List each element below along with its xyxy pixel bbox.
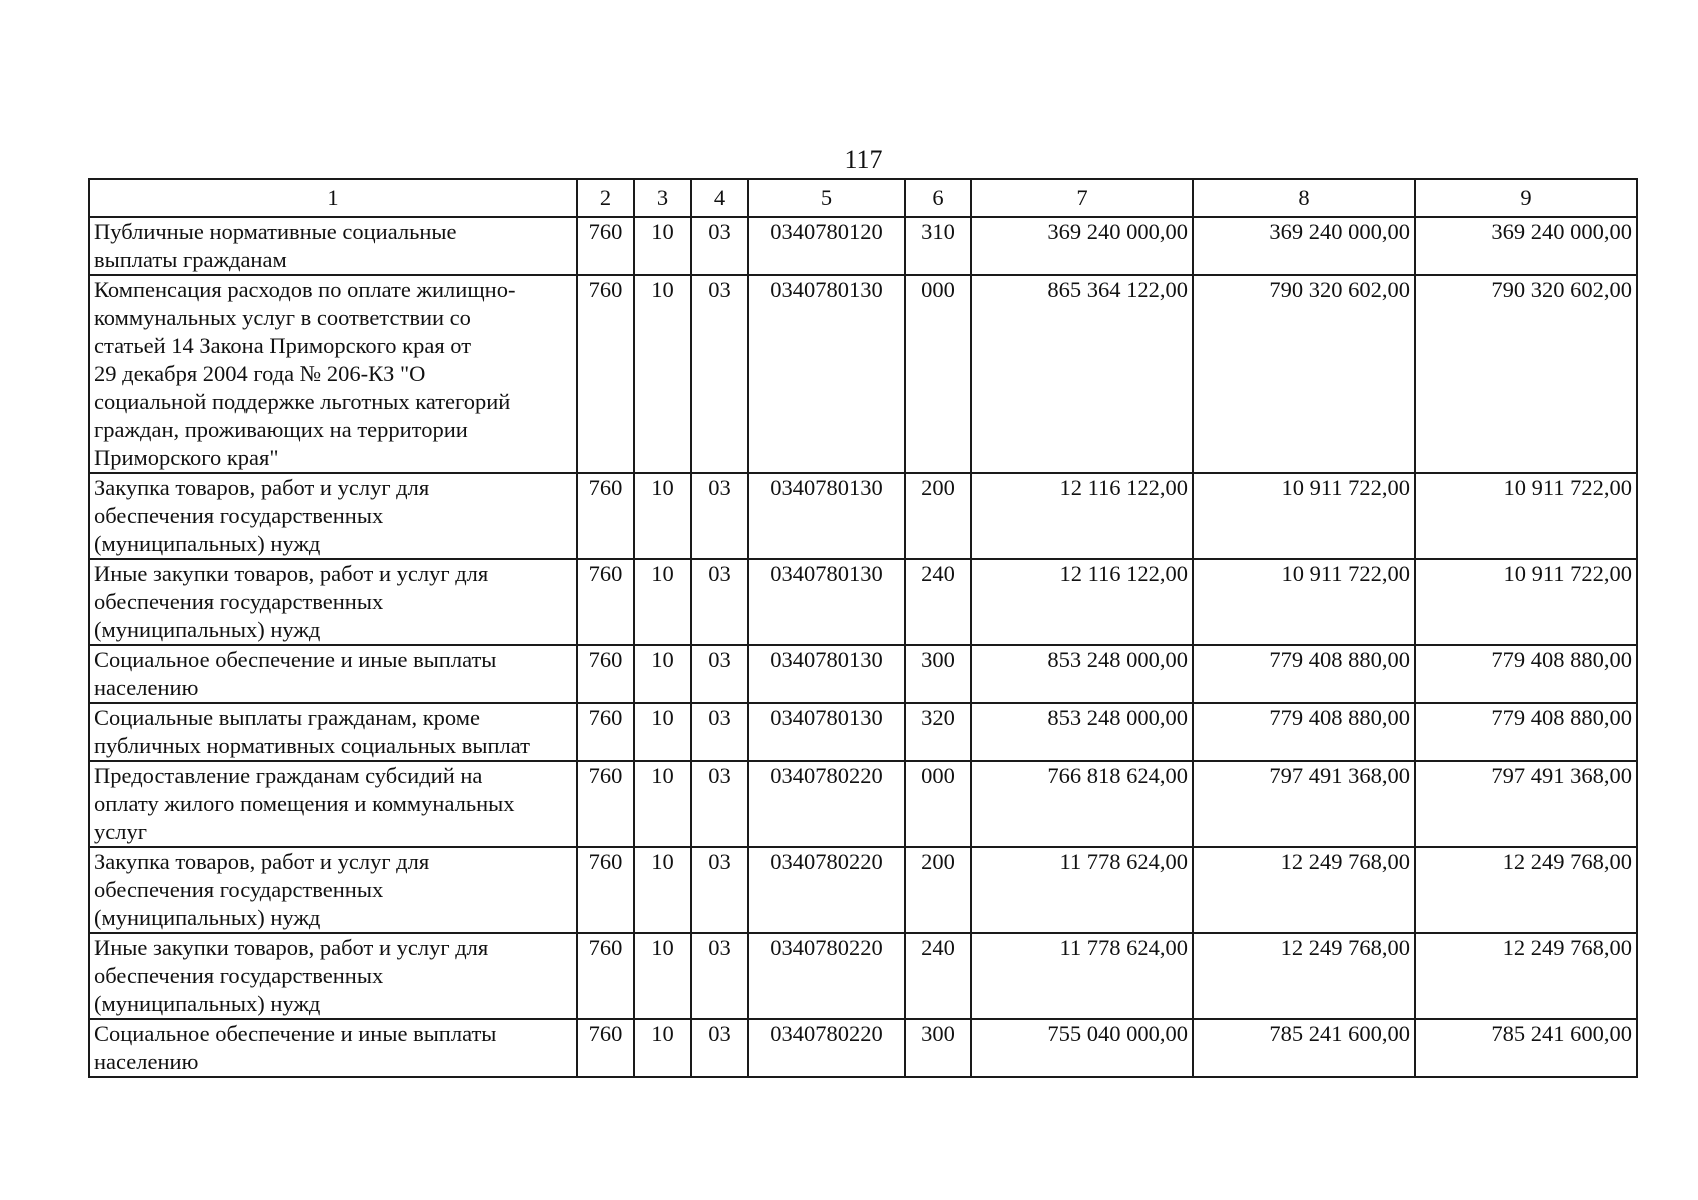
section-code: 10 (634, 473, 691, 559)
description-line: (муниципальных) нужд (94, 905, 321, 930)
subsection-code: 03 (691, 275, 748, 473)
amount-col-8: 10 911 722,00 (1193, 473, 1415, 559)
expense-type-code: 000 (905, 275, 971, 473)
table-row (89, 559, 1637, 645)
row-description (89, 933, 577, 1019)
column-header-4: 4 (691, 179, 748, 217)
target-item-code: 0340780130 (748, 473, 905, 559)
description-line: населению (94, 675, 199, 700)
row-description (89, 761, 577, 847)
table-row (89, 933, 1637, 1019)
description-line: Социальное обеспечение и иные выплаты (94, 647, 497, 672)
expense-type-code: 200 (905, 847, 971, 933)
amount-col-9: 10 911 722,00 (1415, 473, 1637, 559)
description-line: населению (94, 1049, 199, 1074)
description-line: Иные закупки товаров, работ и услуг для (94, 561, 489, 586)
amount-col-9: 797 491 368,00 (1415, 761, 1637, 847)
amount-col-7: 369 240 000,00 (971, 217, 1193, 275)
ministry-code: 760 (577, 645, 634, 703)
expense-type-code: 310 (905, 217, 971, 275)
description-line: Публичные нормативные социальные (94, 219, 457, 244)
description-line: (муниципальных) нужд (94, 991, 321, 1016)
expense-type-code: 320 (905, 703, 971, 761)
expense-type-code: 300 (905, 645, 971, 703)
amount-col-7: 12 116 122,00 (971, 559, 1193, 645)
amount-col-9: 12 249 768,00 (1415, 933, 1637, 1019)
table-row (89, 847, 1637, 933)
subsection-code: 03 (691, 217, 748, 275)
description-line: Закупка товаров, работ и услуг для (94, 849, 430, 874)
table-row (89, 645, 1637, 703)
amount-col-7: 755 040 000,00 (971, 1019, 1193, 1077)
description-line: социальной поддержке льготных категорий (94, 389, 511, 414)
section-code: 10 (634, 559, 691, 645)
column-header-7: 7 (971, 179, 1193, 217)
subsection-code: 03 (691, 559, 748, 645)
ministry-code: 760 (577, 933, 634, 1019)
section-code: 10 (634, 275, 691, 473)
amount-col-7: 12 116 122,00 (971, 473, 1193, 559)
amount-col-8: 779 408 880,00 (1193, 645, 1415, 703)
table-row (89, 703, 1637, 761)
ministry-code: 760 (577, 275, 634, 473)
amount-col-8: 790 320 602,00 (1193, 275, 1415, 473)
ministry-code: 760 (577, 1019, 634, 1077)
description-line: оплату жилого помещения и коммунальных (94, 791, 515, 816)
row-description (89, 1019, 577, 1077)
expense-type-code: 240 (905, 559, 971, 645)
row-description (89, 217, 577, 275)
ministry-code: 760 (577, 473, 634, 559)
table-row (89, 761, 1637, 847)
table-row (89, 217, 1637, 275)
row-description (89, 645, 577, 703)
description-line: обеспечения государственных (94, 503, 384, 528)
description-line: Предоставление гражданам субсидий на (94, 763, 483, 788)
column-header-1: 1 (89, 179, 577, 217)
amount-col-8: 785 241 600,00 (1193, 1019, 1415, 1077)
amount-col-7: 11 778 624,00 (971, 847, 1193, 933)
section-code: 10 (634, 217, 691, 275)
subsection-code: 03 (691, 933, 748, 1019)
budget-table (88, 178, 1638, 1078)
target-item-code: 0340780130 (748, 275, 905, 473)
column-header-6: 6 (905, 179, 971, 217)
amount-col-9: 790 320 602,00 (1415, 275, 1637, 473)
description-line: публичных нормативных социальных выплат (94, 733, 530, 758)
amount-col-8: 369 240 000,00 (1193, 217, 1415, 275)
table-header (89, 179, 1637, 217)
amount-col-7: 766 818 624,00 (971, 761, 1193, 847)
amount-col-8: 779 408 880,00 (1193, 703, 1415, 761)
description-line: (муниципальных) нужд (94, 617, 321, 642)
row-description (89, 559, 577, 645)
ministry-code: 760 (577, 217, 634, 275)
description-line: Социальное обеспечение и иные выплаты (94, 1021, 497, 1046)
target-item-code: 0340780220 (748, 1019, 905, 1077)
amount-col-9: 779 408 880,00 (1415, 703, 1637, 761)
target-item-code: 0340780120 (748, 217, 905, 275)
target-item-code: 0340780220 (748, 933, 905, 1019)
section-code: 10 (634, 645, 691, 703)
ministry-code: 760 (577, 847, 634, 933)
description-line: статьей 14 Закона Приморского края от (94, 333, 472, 358)
section-code: 10 (634, 847, 691, 933)
amount-col-7: 853 248 000,00 (971, 703, 1193, 761)
amount-col-9: 779 408 880,00 (1415, 645, 1637, 703)
expense-type-code: 000 (905, 761, 971, 847)
section-code: 10 (634, 703, 691, 761)
subsection-code: 03 (691, 761, 748, 847)
row-description (89, 473, 577, 559)
amount-col-9: 12 249 768,00 (1415, 847, 1637, 933)
description-line: (муниципальных) нужд (94, 531, 321, 556)
description-line: услуг (94, 819, 147, 844)
target-item-code: 0340780220 (748, 847, 905, 933)
description-line: 29 декабря 2004 года № 206-КЗ "О (94, 361, 426, 386)
description-line: Компенсация расходов по оплате жилищно- (94, 277, 516, 302)
amount-col-8: 12 249 768,00 (1193, 847, 1415, 933)
ministry-code: 760 (577, 761, 634, 847)
column-header-3: 3 (634, 179, 691, 217)
subsection-code: 03 (691, 473, 748, 559)
description-line: обеспечения государственных (94, 963, 384, 988)
target-item-code: 0340780130 (748, 559, 905, 645)
description-line: коммунальных услуг в соответствии со (94, 305, 471, 330)
table-row (89, 473, 1637, 559)
amount-col-8: 10 911 722,00 (1193, 559, 1415, 645)
amount-col-8: 12 249 768,00 (1193, 933, 1415, 1019)
column-header-9: 9 (1415, 179, 1637, 217)
amount-col-9: 10 911 722,00 (1415, 559, 1637, 645)
column-header-5: 5 (748, 179, 905, 217)
ministry-code: 760 (577, 703, 634, 761)
description-line: Приморского края" (94, 445, 279, 470)
subsection-code: 03 (691, 645, 748, 703)
description-line: Закупка товаров, работ и услуг для (94, 475, 430, 500)
amount-col-7: 853 248 000,00 (971, 645, 1193, 703)
table-body (89, 217, 1637, 1077)
amount-col-7: 865 364 122,00 (971, 275, 1193, 473)
row-description (89, 275, 577, 473)
description-line: обеспечения государственных (94, 589, 384, 614)
budget-table-container (88, 178, 1636, 1078)
target-item-code: 0340780130 (748, 645, 905, 703)
amount-col-9: 369 240 000,00 (1415, 217, 1637, 275)
amount-col-7: 11 778 624,00 (971, 933, 1193, 1019)
subsection-code: 03 (691, 847, 748, 933)
subsection-code: 03 (691, 703, 748, 761)
section-code: 10 (634, 761, 691, 847)
page-number: 117 (844, 145, 883, 174)
description-line: граждан, проживающих на территории (94, 417, 468, 442)
amount-col-8: 797 491 368,00 (1193, 761, 1415, 847)
expense-type-code: 240 (905, 933, 971, 1019)
expense-type-code: 300 (905, 1019, 971, 1077)
section-code: 10 (634, 933, 691, 1019)
header-row (89, 179, 1637, 217)
description-line: Иные закупки товаров, работ и услуг для (94, 935, 489, 960)
row-description (89, 847, 577, 933)
subsection-code: 03 (691, 1019, 748, 1077)
ministry-code: 760 (577, 559, 634, 645)
expense-type-code: 200 (905, 473, 971, 559)
amount-col-9: 785 241 600,00 (1415, 1019, 1637, 1077)
description-line: Социальные выплаты гражданам, кроме (94, 705, 480, 730)
target-item-code: 0340780220 (748, 761, 905, 847)
table-row (89, 275, 1637, 473)
column-header-2: 2 (577, 179, 634, 217)
row-description (89, 703, 577, 761)
column-header-8: 8 (1193, 179, 1415, 217)
description-line: выплаты гражданам (94, 247, 287, 272)
description-line: обеспечения государственных (94, 877, 384, 902)
table-row (89, 1019, 1637, 1077)
section-code: 10 (634, 1019, 691, 1077)
target-item-code: 0340780130 (748, 703, 905, 761)
